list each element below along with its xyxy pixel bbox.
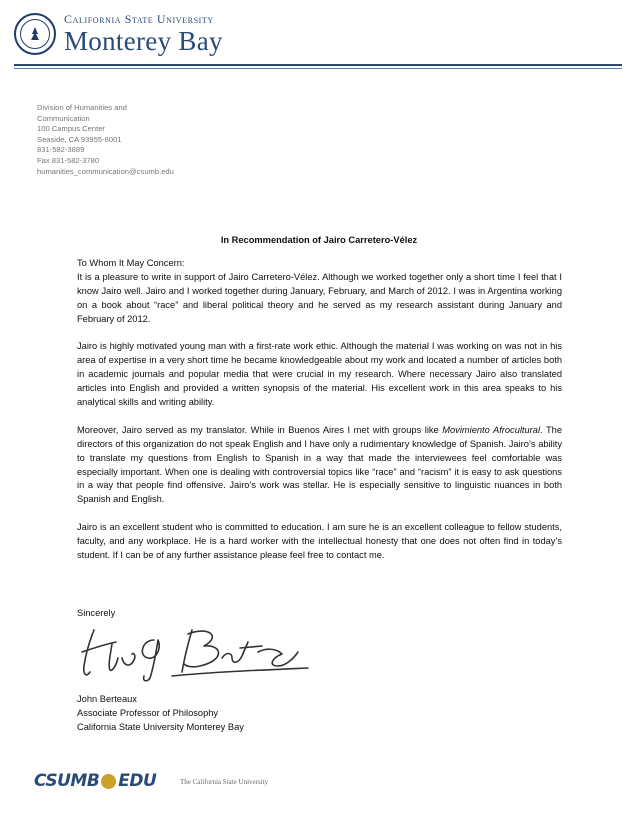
paragraph-3-part-b: . The directors of this organization do not speak English and I have only a rudimentary knowledge of Spanish. Jairo’s ability to translate my questions from English to Spanish in a way that made the interviewees feel comfortable was especially important. When one is dealing with controversial topics like “race” and “racism” it is easy to ask questions in a way that people find offensive. Jairo’s work was stellar. He is especially sensitive to linguistic nuances in both Spanish and English. (77, 424, 563, 505)
dept-line: Division of Humanities and (37, 103, 127, 112)
footer-tagline: The California State University (180, 778, 269, 786)
letterhead-divider-thin (14, 68, 622, 69)
university-seal-icon (14, 13, 56, 55)
signer-title: Associate Professor of Philosophy (77, 707, 219, 718)
organization-name: Movimiento Afrocultural (442, 424, 541, 435)
signer-block (77, 693, 244, 735)
dept-line: Fax 831-582-3780 (37, 155, 100, 165)
university-system-name: California State University (64, 12, 214, 26)
university-wordmark (64, 12, 223, 55)
university-campus-name: Monterey Bay (64, 26, 223, 56)
footer-logo-dot-icon (101, 774, 116, 789)
footer-logo-left: CSUMB (34, 771, 100, 791)
paragraph-4: Jairo is an excellent student who is committed to education. I am sure he is an excellent colleague to fellow students, faculty, and any workplace. He is a hard worker with the intellectual honesty that one does not often find in today’s student. If I can be of any further assistance please feel free to contact me. (77, 522, 562, 560)
handwritten-signature (72, 622, 312, 684)
dept-line: 100 Campus Center (37, 124, 105, 134)
dept-email: humanities_communication@csumb.edu (37, 166, 174, 176)
signer-organization: California State University Monterey Bay (77, 721, 244, 732)
paragraph-3-part-a: Moreover, Jairo served as my translator. While in Buenos Aires I met with groups like (77, 424, 443, 435)
cypress-tree-icon (25, 24, 45, 44)
salutation: To Whom It May Concern: (77, 258, 185, 268)
footer-logo-right: EDU (118, 771, 157, 791)
valediction: Sincerely (77, 608, 116, 618)
paragraph-1: It is a pleasure to write in support of Jairo Carretero-Vélez. Although we worked together only a short time I feel that I know Jairo well. Jairo and I worked together during January, February, and March of 2012. I was in Argentina working on a book about “race” and liberal political theory and he served as my research assistant during January and February of 2012. (77, 271, 562, 324)
signer-name: John Berteaux (77, 694, 137, 704)
letter-title: In Recommendation of Jairo Carretero-Vélez (220, 235, 418, 245)
dept-line: Seaside, CA 93955-8001 (37, 134, 122, 144)
paragraph-3 (77, 424, 562, 507)
letter-body (77, 257, 562, 577)
letterhead (14, 12, 223, 55)
paragraph-2: Jairo is highly motivated young man with a first-rate work ethic. Although the material I was working on was not in his area of expertise in a very short time he became knowledgeable about my work and located a number of articles both in academic journals and popular media that were crucial in my research. Where necessary Jairo also translated articles into English and provided a written synopsis of the material. His excellent work in this area speaks to his analytical skills and writing ability. (77, 341, 562, 408)
department-address-block (37, 103, 174, 177)
dept-line: Communication (37, 113, 90, 123)
csumb-footer-logo (34, 771, 156, 791)
dept-line: 831-582-3889 (37, 145, 85, 155)
letterhead-divider (14, 64, 622, 66)
